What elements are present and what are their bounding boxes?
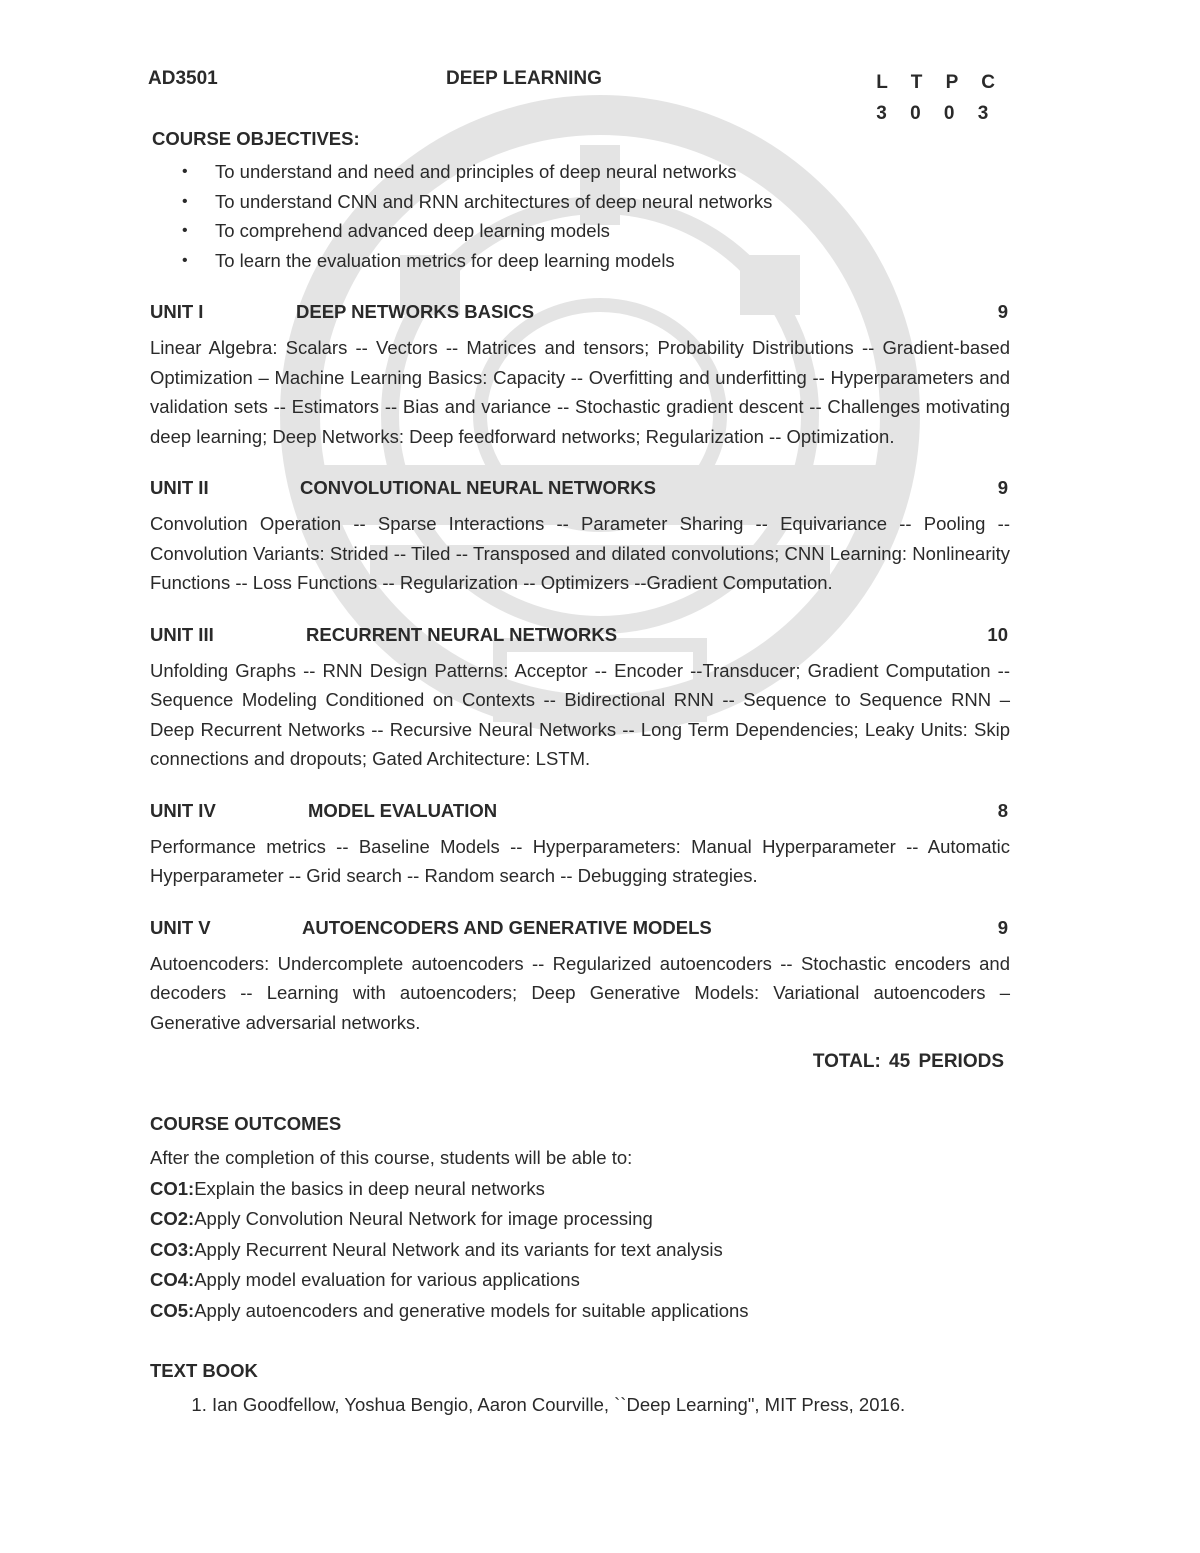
textbook-list	[150, 1390, 1010, 1419]
outcome-text: Apply Recurrent Neural Network and its variants for text analysis	[194, 1238, 723, 1260]
course-outcomes-heading: COURSE OUTCOMES	[150, 1113, 342, 1134]
bullet-icon: •	[182, 251, 188, 269]
objective-item: • To comprehend advanced deep learning models	[182, 216, 1010, 246]
course-header	[150, 62, 1010, 124]
outcome-item	[150, 1235, 1010, 1266]
textbook-item: 1. Ian Goodfellow, Yoshua Bengio, Aaron Courville, ``Deep Learning", MIT Press, 2016.	[212, 1390, 1010, 1419]
objective-item: • To learn the evaluation metrics for deep learning models	[182, 246, 1010, 276]
outcome-text: Explain the basics in deep neural networks	[194, 1177, 545, 1199]
unit-title: MODEL EVALUATION	[308, 799, 498, 821]
outcome-item	[150, 1296, 1010, 1327]
syllabus-page	[150, 62, 1010, 1419]
unit-4	[150, 800, 1010, 891]
text-book-heading: TEXT BOOK	[150, 1360, 258, 1381]
outcome-code: CO1:	[150, 1177, 195, 1199]
unit-title: CONVOLUTIONAL NEURAL NETWORKS	[300, 477, 656, 498]
outcome-code: CO4:	[150, 1269, 195, 1290]
ltpc-values: 3 0 0 3	[876, 103, 998, 124]
objective-item: • To understand CNN and RNN architectures of deep neural networks	[182, 187, 1010, 217]
unit-content: Performance metrics -- Baseline Models -- Hyperparameters: Manual Hyperparameter -- Automatic Hyperparameter -- Grid search -- Random search -- Debugging strategies.	[150, 835, 1010, 886]
unit-hours: 9	[997, 477, 1008, 498]
unit-title: DEEP NETWORKS BASICS	[296, 301, 535, 322]
outcome-item	[150, 1265, 1010, 1296]
course-objectives-heading: COURSE OBJECTIVES:	[152, 128, 360, 149]
unit-heading	[150, 800, 1010, 832]
unit-number: UNIT V	[150, 916, 211, 938]
ltpc-labels: L T P C	[876, 72, 1004, 93]
course-code: AD3501	[148, 68, 218, 89]
unit-number: UNIT III	[150, 623, 214, 645]
unit-content: Convolution Operation -- Sparse Interactions -- Parameter Sharing -- Equivariance -- Pooling -- Convolution Variants: Strided -- Tiled -- Transposed and dilated convolutions; CNN Learning: Nonlinearity Functions -- Loss Functions -- Regularization -- Optimizers --Gradient Computation.	[150, 513, 1010, 593]
bullet-icon: •	[182, 163, 188, 180]
unit-hours: 9	[997, 301, 1008, 322]
outcome-code: CO2:	[150, 1208, 195, 1229]
unit-title: AUTOENCODERS AND GENERATIVE MODELS	[302, 916, 712, 938]
unit-5	[150, 917, 1010, 1038]
bullet-icon: •	[182, 222, 188, 239]
unit-1	[150, 301, 1010, 451]
outcomes-list	[150, 1143, 1010, 1326]
unit-number: UNIT IV	[150, 799, 216, 821]
unit-hours: 9	[997, 916, 1008, 938]
unit-content: Autoencoders: Undercomplete autoencoders -- Regularized autoencoders -- Stochastic encoders and decoders -- Learning with autoencoders; Deep Generative Models: Variational autoencoders – Generative adversarial networks.	[150, 952, 1010, 1033]
objective-item: • To understand and need and principles of deep neural networks	[182, 157, 1010, 187]
outcomes-intro: After the completion of this course, students will be able to:	[150, 1147, 633, 1168]
objectives-list	[150, 157, 1010, 275]
ltpc-table	[876, 67, 1004, 129]
bullet-icon: •	[182, 192, 188, 210]
unit-number: UNIT I	[150, 301, 204, 322]
unit-content: Linear Algebra: Scalars -- Vectors -- Matrices and tensors; Probability Distributions -- Gradient-based Optimization – Machine Learning Basics: Capacity -- Overfitting and underfitting -- Hyperparameters and validation sets -- Estimators -- Bias and variance -- Stochastic gradient descent -- Challenges motivating deep learning; Deep Networks: Deep feedforward networks; Regularization -- Optimization.	[150, 337, 1010, 447]
outcome-code: CO3:	[150, 1238, 195, 1260]
unit-heading	[150, 624, 1010, 656]
unit-hours: 10	[987, 623, 1008, 645]
course-title: DEEP LEARNING	[446, 68, 602, 89]
unit-2	[150, 477, 1010, 598]
unit-content: Unfolding Graphs -- RNN Design Patterns: Acceptor -- Encoder --Transducer; Gradient Computation -- Sequence Modeling Conditioned on Contexts -- Bidirectional RNN -- Sequence to Sequence RNN – Deep Recurrent Networks -- Recursive Neural Networks -- Long Term Dependencies; Leaky Units: Skip connections and dropouts; Gated Architecture: LSTM.	[150, 659, 1010, 769]
unit-3	[150, 624, 1010, 774]
outcome-code: CO5:	[150, 1299, 195, 1321]
unit-number: UNIT II	[150, 477, 209, 498]
unit-heading	[150, 917, 1010, 949]
unit-heading	[150, 301, 1010, 333]
outcome-item	[150, 1174, 1010, 1205]
total-periods: TOTAL: 45 PERIODS	[812, 1051, 1004, 1072]
outcome-text: Apply Convolution Neural Network for image processing	[194, 1208, 653, 1229]
unit-hours: 8	[997, 799, 1008, 821]
outcome-item	[150, 1204, 1010, 1235]
outcome-text: Apply autoencoders and generative models for suitable applications	[194, 1299, 749, 1321]
outcome-text: Apply model evaluation for various applications	[194, 1269, 580, 1290]
unit-title: RECURRENT NEURAL NETWORKS	[306, 623, 618, 645]
unit-heading	[150, 477, 1010, 509]
